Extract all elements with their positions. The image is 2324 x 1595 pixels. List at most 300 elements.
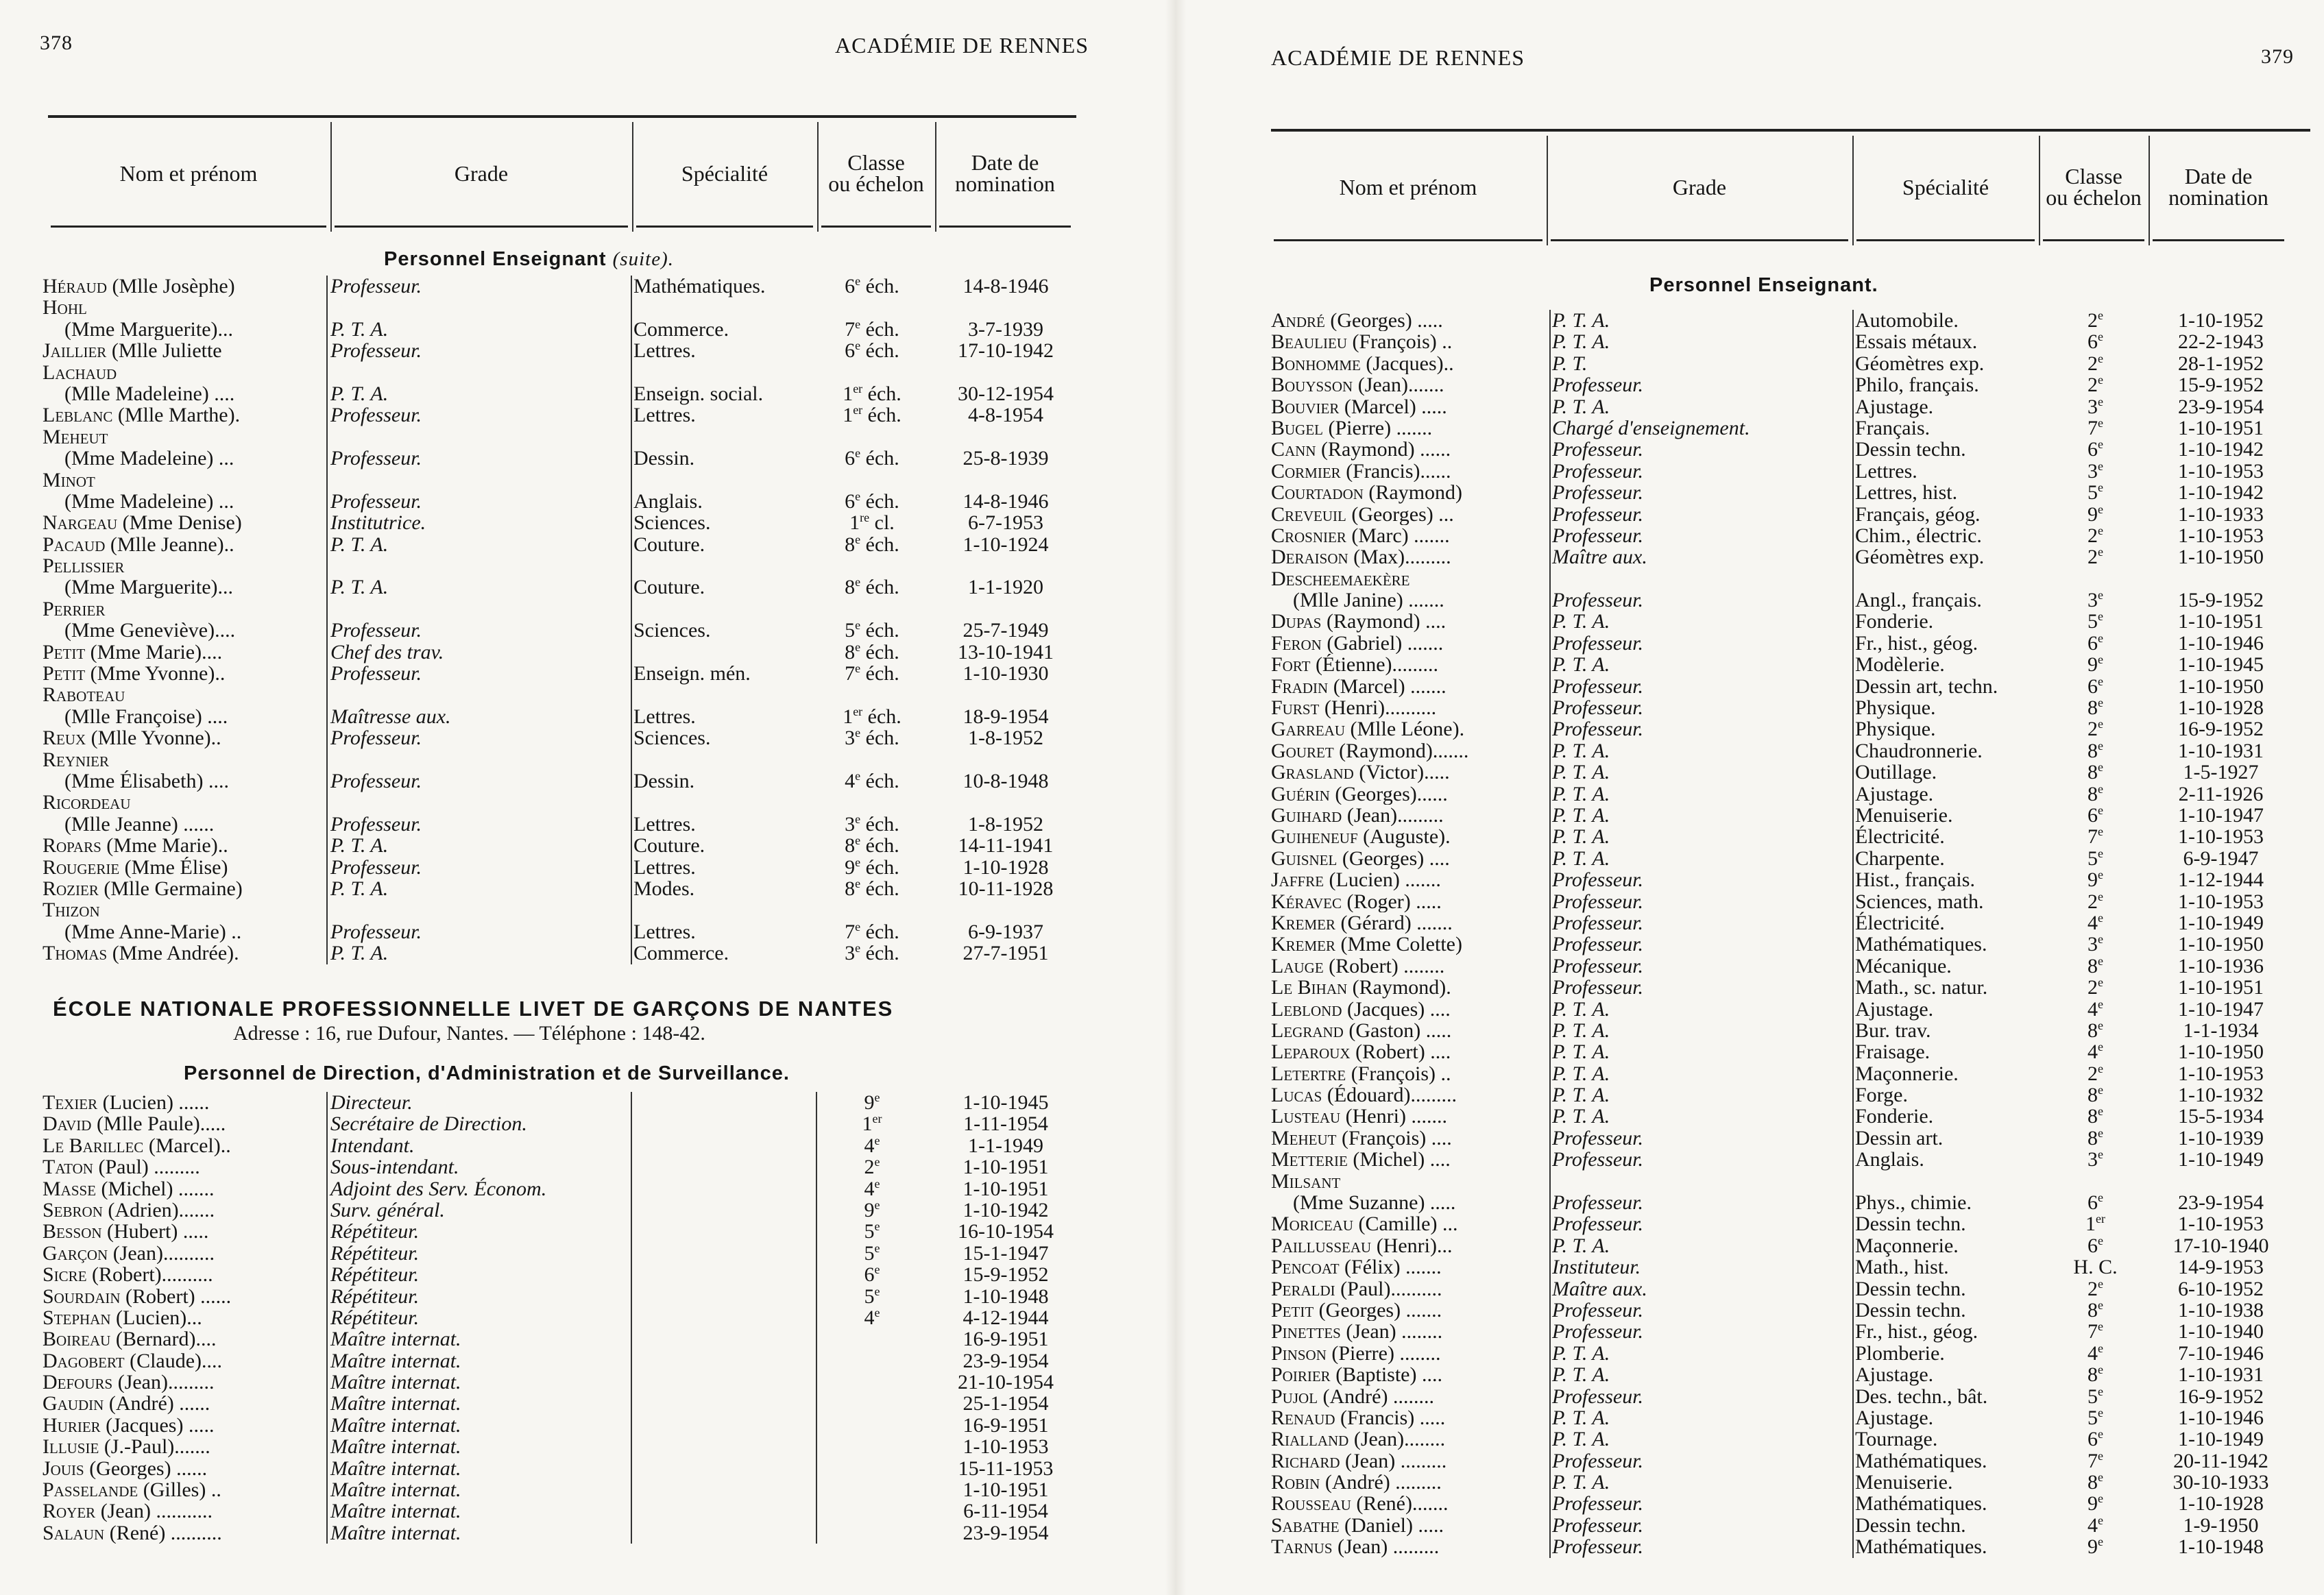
- classe-cell: [2042, 504, 2149, 525]
- right-running-head: [1261, 26, 2303, 70]
- echelon-value: 5: [864, 1241, 875, 1265]
- name-cell: [1271, 374, 1549, 395]
- given-name: (Francis) .....: [1335, 1407, 1446, 1429]
- specialite-cell: [1855, 1300, 2040, 1321]
- date-cell: [934, 1415, 1078, 1436]
- surname: Petit: [43, 641, 86, 663]
- name-cell: [43, 1221, 324, 1242]
- date-cell: [2154, 805, 2288, 826]
- date-cell: [2154, 1235, 2288, 1256]
- echelon-value: 6: [845, 489, 856, 513]
- echelon-ordinal: e: [2098, 1491, 2103, 1506]
- specialite-cell: [1855, 1063, 2040, 1084]
- given-name: (Mlle Jeanne) ......: [64, 813, 215, 836]
- echelon-value: 8: [2087, 782, 2098, 805]
- surname: Defours: [43, 1372, 113, 1393]
- specialite-text: Enseign. mén.: [633, 662, 751, 685]
- table-row: [1271, 417, 2313, 439]
- table-row: [43, 1458, 1085, 1479]
- specialite-cell: [1855, 891, 2040, 912]
- specialite-text: Des. techn., bât.: [1855, 1385, 1988, 1408]
- specialite-cell: [1855, 718, 2040, 740]
- date-cell: [934, 1500, 1078, 1522]
- specialite-text: Ajustage.: [1855, 1363, 1934, 1387]
- grade-cell: [1552, 331, 1854, 352]
- grade-cell: [330, 1178, 632, 1200]
- left-section1-title-text: Personnel Enseignant: [384, 248, 607, 270]
- name-cell: [43, 1200, 324, 1221]
- name-cell: [43, 1307, 324, 1328]
- specialite-cell: [633, 512, 812, 533]
- date-text: 23-9-1954: [963, 1521, 1049, 1544]
- surname: Deraison: [1271, 546, 1348, 568]
- echelon-suffix: éch.: [862, 404, 901, 427]
- date-cell: [934, 706, 1078, 727]
- classe-cell: [817, 1221, 927, 1242]
- surname: Royer: [43, 1500, 96, 1522]
- specialite-cell: [1855, 869, 2040, 890]
- given-name: (François) ..: [1346, 1062, 1451, 1085]
- grade-cell: [1552, 546, 1854, 568]
- column-classe-header: Classe ou échelon: [2046, 164, 2142, 210]
- date-cell: [2154, 912, 2288, 934]
- grade-text: Maître internat.: [330, 1500, 461, 1523]
- date-text: 17-10-1942: [958, 339, 1054, 363]
- specialite-cell: [1855, 783, 2040, 805]
- date-text: 6-11-1954: [963, 1500, 1048, 1523]
- given-name: (Jean) .........: [1332, 1536, 1440, 1558]
- given-name: (Mlle Paule).....: [91, 1113, 226, 1135]
- name-cell: [43, 792, 324, 813]
- specialite-text: Phys., chimie.: [1855, 1191, 1972, 1215]
- specialite-cell: [1855, 1515, 2040, 1536]
- date-text: 1-10-1948: [963, 1284, 1049, 1308]
- specialite-text: Géomètres exp.: [1855, 546, 1985, 569]
- column-rule: [1852, 310, 1854, 1558]
- grade-text: P. T. A.: [330, 942, 389, 965]
- grade-cell: [330, 942, 632, 964]
- grade-cell: [1552, 1213, 1854, 1234]
- table-row: [1271, 826, 2313, 847]
- name-cell: [1271, 826, 1549, 847]
- specialite-cell: [633, 620, 812, 641]
- grade-cell: [1552, 525, 1854, 546]
- specialite-cell: [1855, 589, 2040, 611]
- date-text: 23-9-1954: [2178, 395, 2264, 418]
- left-page: [27, 0, 1089, 1595]
- grade-text: P. T. A.: [1552, 1234, 1610, 1257]
- date-cell: [2154, 396, 2288, 417]
- date-text: 1-10-1946: [2178, 1406, 2264, 1429]
- given-name: (Mme Madeleine) ...: [64, 448, 234, 470]
- table-row: [43, 1092, 1085, 1113]
- name-cell: [1271, 1149, 1549, 1170]
- echelon-value: 4: [2087, 911, 2098, 934]
- echelon-suffix: éch.: [860, 769, 899, 792]
- specialite-cell: [1855, 374, 2040, 395]
- surname: Boireau: [43, 1328, 111, 1350]
- table-row: [43, 426, 1085, 448]
- specialite-text: Fr., hist., géog.: [1855, 631, 1978, 655]
- name-cell: [43, 276, 324, 297]
- echelon-value: H. C.: [2073, 1256, 2118, 1279]
- echelon-ordinal: e: [855, 812, 861, 826]
- echelon-ordinal: e: [2098, 588, 2103, 602]
- date-cell: [2154, 1472, 2288, 1493]
- echelon-value: 1: [843, 382, 854, 405]
- classe-cell: [817, 814, 927, 835]
- grade-cell: [1552, 504, 1854, 525]
- header-bottom-rule: [821, 226, 931, 228]
- date-text: 1-10-1947: [2178, 803, 2264, 827]
- surname: Stephan: [43, 1306, 111, 1329]
- classe-cell: [2042, 482, 2149, 503]
- date-cell: [934, 276, 1078, 297]
- classe-cell: [2042, 783, 2149, 805]
- surname: Kremer: [1271, 912, 1336, 934]
- name-cell: [1271, 1192, 1549, 1213]
- echelon-ordinal: e: [2098, 502, 2103, 516]
- name-cell: [1271, 1515, 1549, 1536]
- name-cell: [43, 1350, 324, 1372]
- date-cell: [934, 1307, 1078, 1328]
- classe-cell: [817, 576, 927, 598]
- given-name: (François) ....: [1336, 1127, 1452, 1149]
- date-text: 1-10-1950: [2178, 674, 2264, 698]
- specialite-text: Couture.: [633, 834, 705, 857]
- table-row: [1271, 1106, 2313, 1127]
- name-cell: [1271, 525, 1549, 546]
- date-cell: [934, 491, 1078, 512]
- specialite-cell: [633, 448, 812, 469]
- echelon-ordinal: e: [874, 1133, 880, 1147]
- echelon-value: 9: [864, 1198, 875, 1221]
- given-name: (Mme Denise): [117, 512, 242, 534]
- echelon-ordinal: e: [2098, 480, 2103, 495]
- table-row: [43, 1350, 1085, 1372]
- name-cell: [1271, 568, 1549, 589]
- grade-text: Institutrice.: [330, 511, 426, 535]
- echelon-ordinal: e: [2098, 696, 2103, 710]
- classe-cell: [817, 534, 927, 555]
- name-cell: [43, 555, 324, 576]
- specialite-cell: [1855, 1343, 2040, 1364]
- grade-cell: [1552, 1192, 1854, 1213]
- specialite-cell: [633, 727, 812, 748]
- specialite-cell: [1855, 1128, 2040, 1149]
- echelon-value: 3: [2087, 933, 2098, 956]
- grade-text: Maître aux.: [1552, 546, 1647, 569]
- specialite-cell: [633, 319, 812, 340]
- classe-cell: [817, 1113, 927, 1134]
- header-bottom-rule: [636, 226, 813, 228]
- name-cell: [43, 942, 324, 964]
- name-cell: [1271, 718, 1549, 740]
- name-cell: [1271, 589, 1549, 611]
- classe-cell: [2042, 1428, 2149, 1450]
- date-cell: [934, 1092, 1078, 1113]
- right-page: [1261, 0, 2303, 1595]
- date-cell: [2154, 783, 2288, 805]
- date-cell: [934, 1458, 1078, 1479]
- classe-cell: [817, 404, 927, 426]
- specialite-cell: [633, 404, 812, 426]
- table-row: [1271, 1450, 2313, 1472]
- date-cell: [934, 576, 1078, 598]
- echelon-value: 6: [2087, 1234, 2098, 1257]
- specialite-text: Commerce.: [633, 942, 729, 965]
- echelon-ordinal: e: [2098, 545, 2103, 559]
- given-name: (Jacques) ....: [1342, 998, 1451, 1020]
- echelon-value: 5: [2087, 481, 2098, 504]
- surname: Sabathe: [1271, 1514, 1340, 1537]
- grade-cell: [1552, 654, 1854, 675]
- classe-cell: [817, 663, 927, 684]
- surname: Dupas: [1271, 611, 1322, 633]
- name-cell: [1271, 331, 1549, 352]
- grade-cell: [1552, 783, 1854, 805]
- surname: Feron: [1271, 632, 1322, 655]
- given-name: (Jean) ...........: [95, 1500, 213, 1522]
- echelon-suffix: éch.: [860, 942, 899, 965]
- date-text: 14-11-1941: [958, 834, 1054, 857]
- given-name: (Henri)..........: [1319, 697, 1437, 719]
- surname: Creveuil: [1271, 503, 1346, 525]
- echelon-ordinal: e: [2098, 1470, 2103, 1485]
- specialite-text: Sciences.: [633, 727, 711, 750]
- date-cell: [934, 319, 1078, 340]
- echelon-value: 5: [2087, 1406, 2098, 1429]
- grade-text: Intendant.: [330, 1134, 415, 1157]
- surname: Grasland: [1271, 762, 1354, 783]
- column-rule: [326, 276, 328, 964]
- date-text: 23-9-1954: [2178, 1191, 2264, 1215]
- specialite-cell: [1855, 504, 2040, 525]
- specialite-text: Modes.: [633, 877, 695, 900]
- table-row: [1271, 697, 2313, 718]
- grade-text: Adjoint des Serv. Économ.: [330, 1177, 547, 1200]
- given-name: (Mme Geneviève)....: [64, 620, 236, 642]
- classe-cell: [817, 276, 927, 297]
- date-cell: [2154, 589, 2288, 611]
- classe-cell: [817, 1178, 927, 1200]
- given-name: (Mlle Marthe).: [112, 404, 241, 426]
- name-cell: [1271, 977, 1549, 998]
- surname: Descheemaekère: [1271, 568, 1410, 590]
- given-name: (Jean) ........: [1340, 1321, 1443, 1343]
- echelon-value: 8: [2087, 1126, 2098, 1149]
- given-name: (Marcel) .......: [1328, 675, 1447, 698]
- specialite-text: Angl., français.: [1855, 589, 1982, 612]
- specialite-cell: [633, 576, 812, 598]
- given-name: (Marc) .......: [1346, 524, 1450, 547]
- table-row: [1271, 912, 2313, 934]
- date-text: 1-10-1947: [2178, 997, 2264, 1021]
- name-cell: [1271, 1472, 1549, 1493]
- echelon-value: 2: [2087, 524, 2098, 547]
- table-row: [43, 620, 1085, 641]
- echelon-value: 6: [864, 1263, 875, 1287]
- classe-cell: [2042, 1407, 2149, 1428]
- echelon-value: 2: [2087, 976, 2098, 999]
- given-name: (Mlle Françoise) ....: [64, 705, 228, 728]
- classe-cell: [817, 512, 927, 533]
- table-row: [43, 576, 1085, 598]
- table-row: [43, 1243, 1085, 1264]
- echelon-value: 4: [2087, 1341, 2098, 1365]
- table-row: [1271, 1493, 2313, 1514]
- date-cell: [2154, 504, 2288, 525]
- surname: Guérin: [1271, 783, 1330, 805]
- echelon-ordinal: re: [860, 511, 870, 525]
- column-name-header: Nom et prénom: [119, 160, 258, 186]
- given-name: (Raymond): [1363, 482, 1463, 504]
- date-cell: [2154, 461, 2288, 482]
- table-row: [43, 642, 1085, 663]
- date-text: 1-10-1938: [2178, 1298, 2264, 1322]
- echelon-ordinal: e: [874, 1305, 880, 1319]
- surname: Héraud: [43, 276, 107, 297]
- date-text: 1-1-1920: [968, 576, 1043, 599]
- date-cell: [2154, 1106, 2288, 1127]
- name-cell: [1271, 891, 1549, 912]
- date-text: 1-10-1936: [2178, 954, 2264, 977]
- date-cell: [2154, 331, 2288, 352]
- specialite-cell: [633, 814, 812, 835]
- echelon-value: 3: [2087, 589, 2098, 612]
- date-cell: [934, 942, 1078, 964]
- specialite-cell: [1855, 396, 2040, 417]
- classe-cell: [2042, 353, 2149, 374]
- given-name: (Georges)......: [1329, 783, 1448, 805]
- specialite-text: Mathématiques.: [1855, 1492, 1987, 1515]
- date-cell: [934, 1178, 1078, 1200]
- grade-cell: [1552, 310, 1854, 331]
- grade-text: P. T. A.: [1552, 1363, 1610, 1387]
- surname: Garçon: [43, 1242, 108, 1265]
- specialite-text: Fonderie.: [1855, 610, 1934, 633]
- surname: Illusie: [43, 1436, 99, 1458]
- given-name: (André) ........: [1318, 1385, 1434, 1407]
- echelon-value: 5: [2087, 610, 2098, 633]
- specialite-cell: [1855, 955, 2040, 977]
- left-section1-title: [384, 248, 674, 271]
- table-row: [43, 1264, 1085, 1285]
- grade-cell: [1552, 934, 1854, 955]
- surname: Pinson: [1271, 1342, 1327, 1365]
- echelon-ordinal: e: [2098, 1018, 2103, 1032]
- column-rule: [631, 276, 632, 964]
- grade-cell: [1552, 1321, 1854, 1342]
- surname: Salaun: [43, 1522, 105, 1544]
- specialite-cell: [1855, 546, 2040, 568]
- surname: Dagobert: [43, 1350, 125, 1372]
- grade-text: Maître internat.: [330, 1521, 461, 1544]
- name-cell: [1271, 1063, 1549, 1084]
- date-cell: [934, 1328, 1078, 1350]
- grade-text: P. T. A.: [1552, 1341, 1610, 1365]
- specialite-text: Électricité.: [1855, 911, 1945, 934]
- echelon-ordinal: e: [855, 274, 861, 288]
- classe-cell: [817, 770, 927, 792]
- name-cell: [1271, 1343, 1549, 1364]
- column-specialite-header: Spécialité: [1902, 174, 1989, 199]
- grade-text: Professeur.: [1552, 459, 1644, 483]
- date-cell: [934, 727, 1078, 748]
- echelon-suffix: cl.: [869, 511, 895, 535]
- specialite-text: Mathématiques.: [1855, 1535, 1987, 1559]
- specialite-cell: [633, 663, 812, 684]
- grade-text: Professeur.: [1552, 589, 1644, 612]
- date-cell: [2154, 417, 2288, 439]
- given-name: (Mme Suzanne) .....: [1293, 1192, 1456, 1214]
- specialite-text: Lettres.: [633, 705, 696, 728]
- classe-cell: [2042, 1278, 2149, 1300]
- date-text: 1-10-1924: [963, 533, 1049, 556]
- given-name: (Pierre) ........: [1326, 1342, 1441, 1365]
- grade-text: Professeur.: [1552, 438, 1644, 461]
- table-row: [1271, 1149, 2313, 1170]
- specialite-cell: [1855, 525, 2040, 546]
- echelon-value: 2: [864, 1156, 875, 1179]
- date-text: 6-9-1947: [2183, 847, 2259, 870]
- grade-cell: [1552, 1515, 1854, 1536]
- surname: Lauge: [1271, 955, 1324, 977]
- surname: Poirier: [1271, 1364, 1331, 1386]
- echelon-value: 7: [2087, 416, 2098, 439]
- given-name: (André) .........: [1320, 1472, 1442, 1494]
- date-text: 10-11-1928: [958, 877, 1054, 900]
- specialite-cell: [1855, 934, 2040, 955]
- given-name: (Georges) .....: [1324, 310, 1443, 332]
- given-name: (André) ......: [104, 1393, 210, 1415]
- date-cell: [934, 1479, 1078, 1500]
- surname: David: [43, 1113, 92, 1135]
- echelon-ordinal: e: [2098, 1061, 2103, 1075]
- table-row: [43, 1197, 1085, 1221]
- date-text: 1-10-1953: [2178, 1213, 2264, 1236]
- date-cell: [934, 404, 1078, 426]
- specialite-cell: [1855, 611, 2040, 632]
- specialite-text: Chim., électric.: [1855, 524, 1982, 547]
- given-name: (Robert) ......: [120, 1285, 232, 1307]
- grade-cell: [1552, 396, 1854, 417]
- specialite-cell: [1855, 417, 2040, 439]
- specialite-text: Dessin techn.: [1855, 1213, 1966, 1236]
- surname: Jaffre: [1271, 869, 1324, 891]
- specialite-cell: [633, 706, 812, 727]
- date-text: 1-8-1952: [968, 812, 1043, 836]
- grade-cell: [330, 576, 632, 598]
- echelon-value: 9: [864, 1091, 875, 1114]
- date-text: 1-12-1944: [2178, 868, 2264, 892]
- date-text: 1-10-1931: [2178, 739, 2264, 762]
- date-text: 4-8-1954: [968, 404, 1043, 427]
- specialite-text: Plomberie.: [1855, 1341, 1945, 1365]
- date-cell: [2154, 1536, 2288, 1557]
- date-cell: [934, 770, 1078, 792]
- grade-text: Professeur.: [330, 769, 422, 792]
- date-cell: [2154, 353, 2288, 374]
- column-rule: [1549, 310, 1551, 1558]
- given-name: (Mme Élise): [119, 856, 228, 878]
- date-text: 22-2-1943: [2178, 330, 2264, 354]
- specialite-text: Dessin art.: [1855, 1126, 1944, 1149]
- grade-text: Professeur.: [1552, 890, 1644, 913]
- grade-cell: [1552, 891, 1854, 912]
- specialite-text: Anglais.: [633, 489, 703, 513]
- echelon-value: 1: [843, 705, 854, 728]
